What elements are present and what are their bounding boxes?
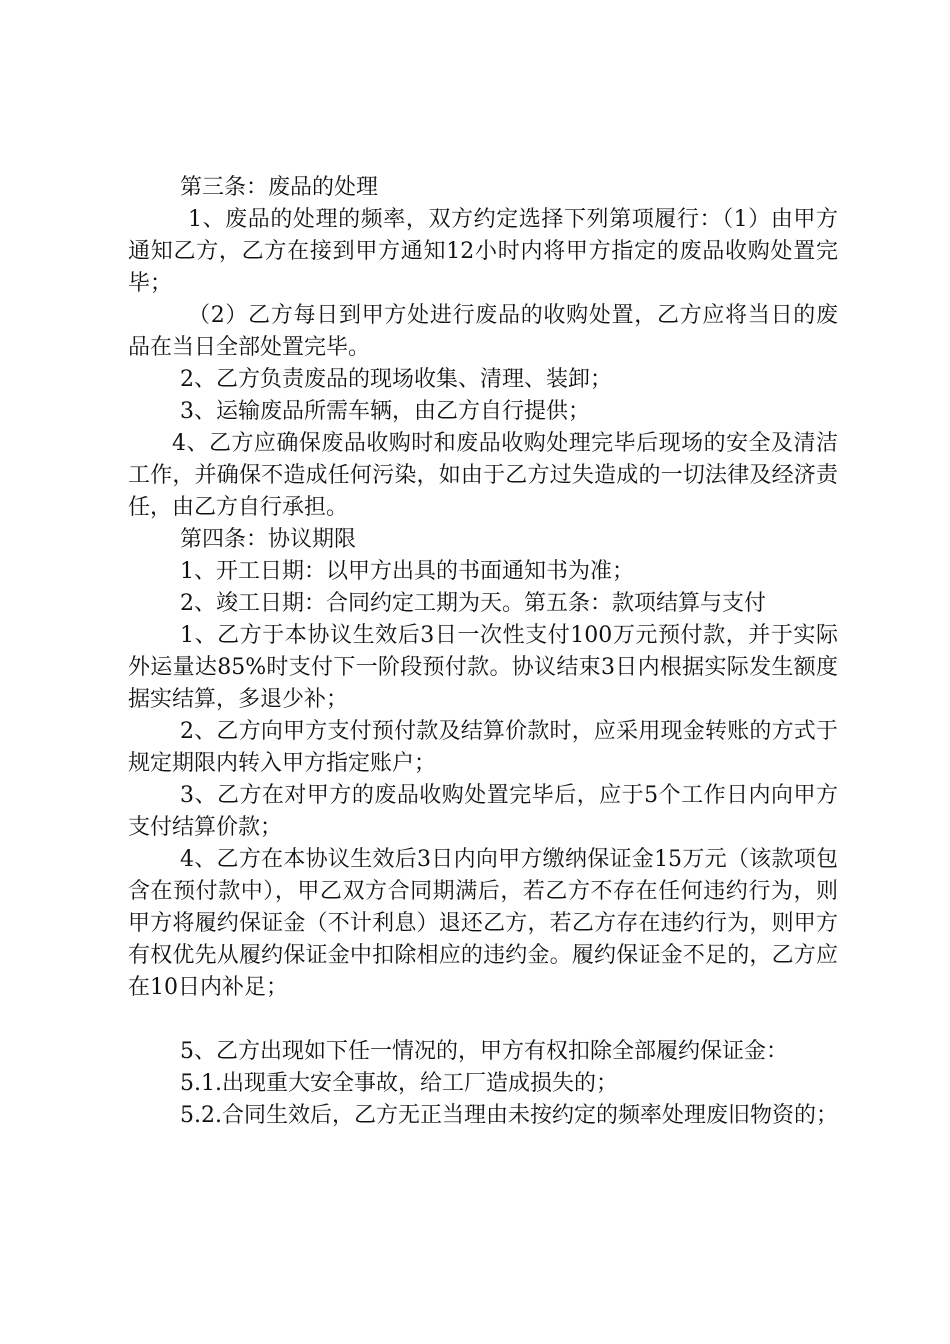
paragraph-5-2: 2、乙方向甲方支付预付款及结算价款时，应采用现金转账的方式于规定期限内转入甲方指定账户； <box>128 719 838 776</box>
paragraph-3-1-2: （2）乙方每日到甲方处进行废品的收购处置，乙方应将当日的废品在当日全部处置完毕。 <box>128 303 838 360</box>
paragraph-5-3: 3、乙方在对甲方的废品收购处置完毕后，应于5个工作日内向甲方支付结算价款； <box>128 783 838 840</box>
paragraph-5-1: 1、乙方于本协议生效后3日一次性支付100万元预付款，并于实际外运量达85%时支付下一阶段预付款。协议结束3日内根据实际发生额度据实结算，多退少补； <box>128 623 838 712</box>
paragraph-3-2: 2、乙方负责废品的现场收集、清理、装卸； <box>180 367 612 392</box>
paragraph-spacer <box>128 1004 838 1036</box>
paragraph-5-4: 4、乙方在本协议生效后3日内向甲方缴纳保证金15万元（该款项包含在预付款中），甲乙双方合同期满后，若乙方不存在任何违约行为，则甲方将履约保证金（不计利息）退还乙方，若乙方存在违约行为，则甲方有权优先从履约保证金中扣除相应的违约金。履约保证金不足的，乙方应在10日内补足； <box>128 847 838 1000</box>
paragraph-5-5-2: 5.2.合同生效后，乙方无正当理由未按约定的频率处理废旧物资的； <box>180 1103 838 1128</box>
section-3-heading: 第三条：废品的处理 <box>180 175 379 200</box>
paragraph-3-4: 4、乙方应确保废品收购时和废品收购处理完毕后现场的安全及清洁工作，并确保不造成任何污染，如由于乙方过失造成的一切法律及经济责任，由乙方自行承担。 <box>128 431 838 520</box>
paragraph-3-3: 3、运输废品所需车辆，由乙方自行提供； <box>180 399 590 424</box>
paragraph-4-1: 1、开工日期：以甲方出具的书面通知书为准； <box>180 559 634 584</box>
document-body <box>128 172 838 1132</box>
paragraph-4-2: 2、竣工日期：合同约定工期为天。第五条：款项结算与支付 <box>180 591 766 616</box>
section-4-heading: 第四条：协议期限 <box>180 527 357 552</box>
paragraph-5-5-1: 5.1.出现重大安全事故，给工厂造成损失的； <box>180 1071 618 1096</box>
paragraph-5-5: 5、乙方出现如下任一情况的，甲方有权扣除全部履约保证金： <box>180 1039 788 1064</box>
paragraph-3-1: 1、废品的处理的频率，双方约定选择下列第项履行：（1）由甲方通知乙方，乙方在接到甲方通知12小时内将甲方指定的废品收购处置完毕； <box>128 207 838 296</box>
